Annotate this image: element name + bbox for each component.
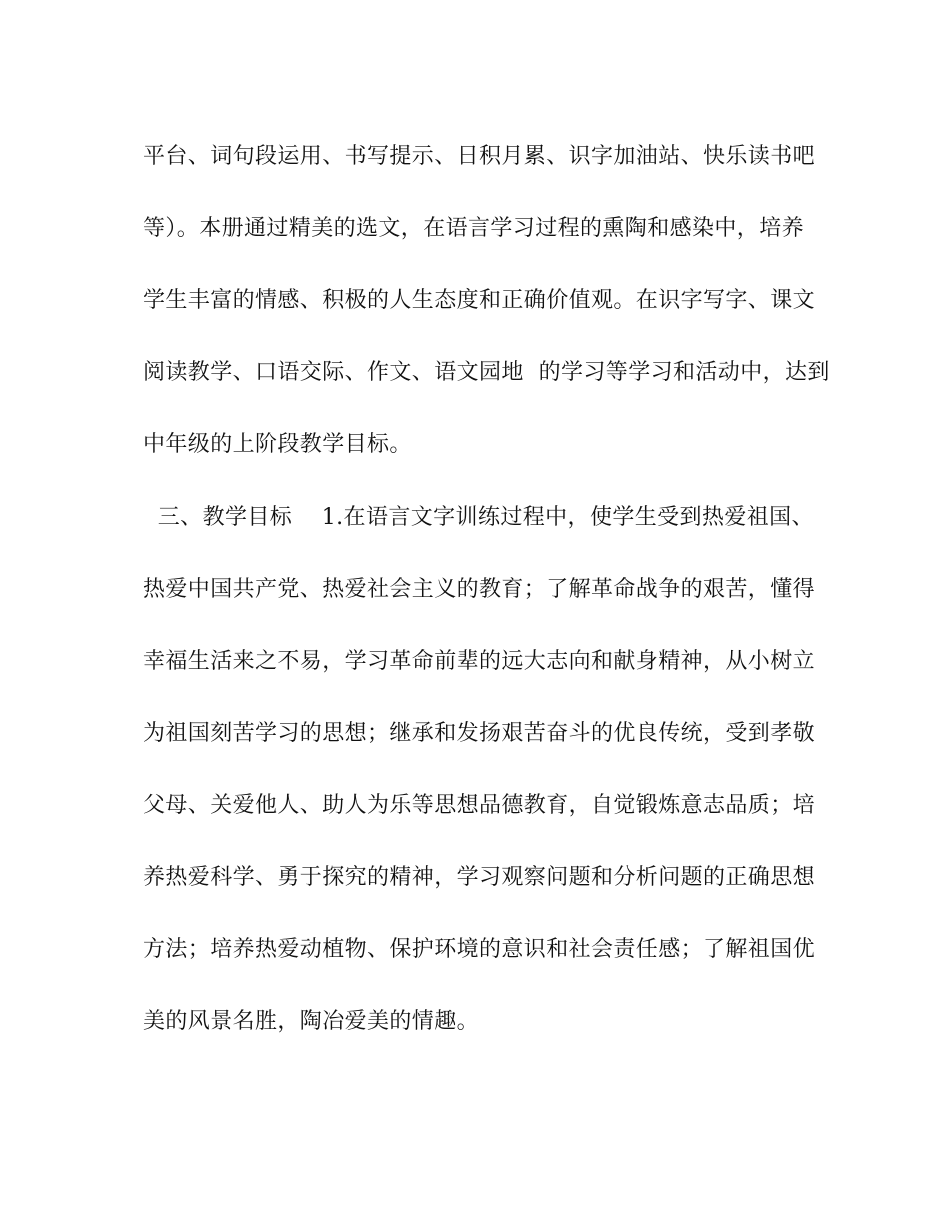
paragraph-line-1: 平台、词句段运用、书写提示、日积月累、识字加油站、快乐读书吧 xyxy=(143,144,816,169)
section-heading-line: 三、教学目标 1.在语言文字训练过程中，使学生受到热爱祖国、 xyxy=(143,505,814,530)
paragraph-line-3: 学生丰富的情感、积极的人生态度和正确价值观。在识字写字、课文 xyxy=(143,288,816,313)
paragraph-line-8: 幸福生活来之不易，学习革命前辈的远大志向和献身精神，从小树立 xyxy=(143,649,816,674)
paragraph-line-7: 热爱中国共产党、热爱社会主义的教育；了解革命战争的艰苦，懂得 xyxy=(143,577,816,602)
paragraph-line-2: 等）。本册通过精美的选文，在语言学习过程的熏陶和感染中，培养 xyxy=(143,216,805,241)
paragraph-line-5: 中年级的上阶段教学目标。 xyxy=(143,432,412,457)
paragraph-line-11: 养热爱科学、勇于探究的精神，学习观察问题和分析问题的正确思想 xyxy=(143,865,816,890)
paragraph-line-9: 为祖国刻苦学习的思想；继承和发扬艰苦奋斗的优良传统，受到孝敬 xyxy=(143,721,816,746)
paragraph-line-4: 阅读教学、口语交际、作文、语文园地 的学习等学习和活动中，达到 xyxy=(143,360,830,385)
paragraph-line-12: 方法；培养热爱动植物、保护环境的意识和社会责任感；了解祖国优 xyxy=(143,937,816,962)
paragraph-line-13: 美的风景名胜，陶冶爱美的情趣。 xyxy=(143,1009,480,1034)
paragraph-line-10: 父母、关爱他人、助人为乐等思想品德教育，自觉锻炼意志品质；培 xyxy=(143,793,816,818)
